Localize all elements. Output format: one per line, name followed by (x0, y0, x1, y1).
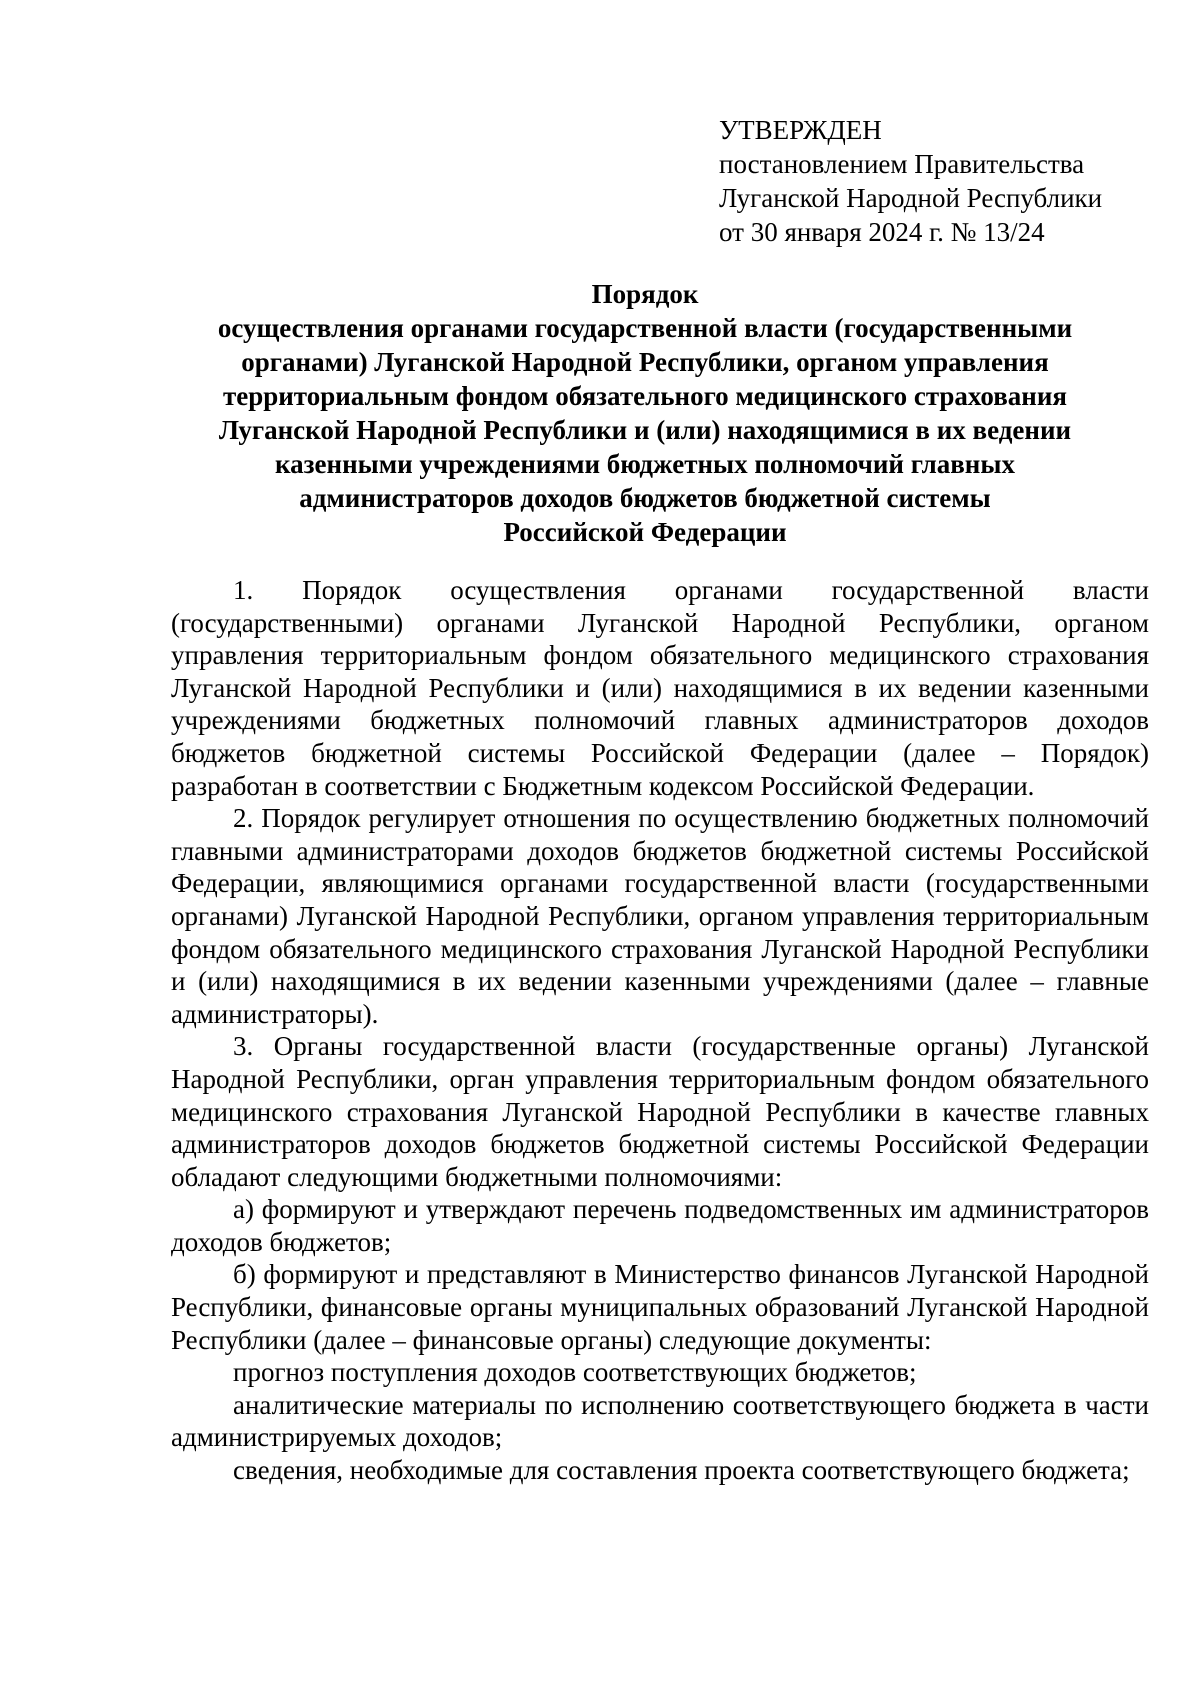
paragraph-3: 3. Органы государственной власти (государственные органы) Луганской Народной Республики, орган управления территориальным фондом обязательного медицинского страхования Луганской Народной Республики в качестве главных администраторов доходов бюджетов бюджетной системы Российской Федерации обладают следующими бюджетными полномочиями: (171, 1031, 1149, 1192)
paragraph-1: 1. Порядок осуществления органами государственной власти (государственными) органами Луганской Народной Республики, органом управления территориальным фондом обязательного медицинского страхования Луганской Народной Республики и (или) находящимися в их ведении казенными учреждениями бюджетных полномочий главных администраторов доходов бюджетов бюджетной системы Российской Федерации (далее – Порядок) разработан в соответствии с Бюджетным кодексом Российской Федерации. (171, 575, 1149, 801)
approval-line-republic: Луганской Народной Республики (719, 183, 1103, 213)
title-line: Российской Федерации (503, 517, 787, 547)
list-item-analytics: аналитические материалы по исполнению соответствующего бюджета в части администрируемых доходов; (171, 1389, 1149, 1453)
title-line: администраторов доходов бюджетов бюджетной системы (299, 483, 991, 513)
document-title (150, 277, 1140, 549)
title-heading: Порядок (591, 279, 699, 309)
approval-stamp-title: УТВЕРЖДЕН (719, 115, 882, 145)
subparagraph-a: а) формируют и утверждают перечень подведомственных им администраторов доходов бюджетов; (171, 1194, 1149, 1257)
approval-line-resolution: постановлением Правительства (719, 149, 1085, 179)
subparagraph-b: б) формируют и представляют в Министерство финансов Луганской Народной Республики, финансовые органы муниципальных образований Луганской Народной Республики (далее – финансовые органы) следующие документы: (171, 1259, 1149, 1355)
approval-line-date-number: от 30 января 2024 г. № 13/24 (719, 217, 1045, 247)
title-line: Луганской Народной Республики и (или) находящимися в их ведении (218, 415, 1072, 445)
list-item-budget-info: сведения, необходимые для составления проекта соответствующего бюджета; (233, 1455, 1130, 1486)
paragraph-2: 2. Порядок регулирует отношения по осуществлению бюджетных полномочий главными администраторами доходов бюджетов бюджетной системы Российской Федерации, являющимися органами государственной власти (государственными органами) Луганской Народной Республики, органом управления территориальным фондом обязательного медицинского страхования Луганской Народной Республики и (или) находящимися в их ведении казенными учреждениями (далее – главные администраторы). (171, 803, 1149, 1029)
title-line: осуществления органами государственной власти (государственными (217, 313, 1073, 343)
title-line: казенными учреждениями бюджетных полномочий главных (275, 449, 1015, 479)
title-line: органами) Луганской Народной Республики, органом управления (241, 347, 1049, 377)
approval-stamp-block (719, 113, 1159, 249)
title-line: территориальным фондом обязательного медицинского страхования (222, 381, 1068, 411)
list-item-forecast: прогноз поступления доходов соответствующих бюджетов; (233, 1357, 917, 1388)
document-body (171, 574, 1149, 1487)
